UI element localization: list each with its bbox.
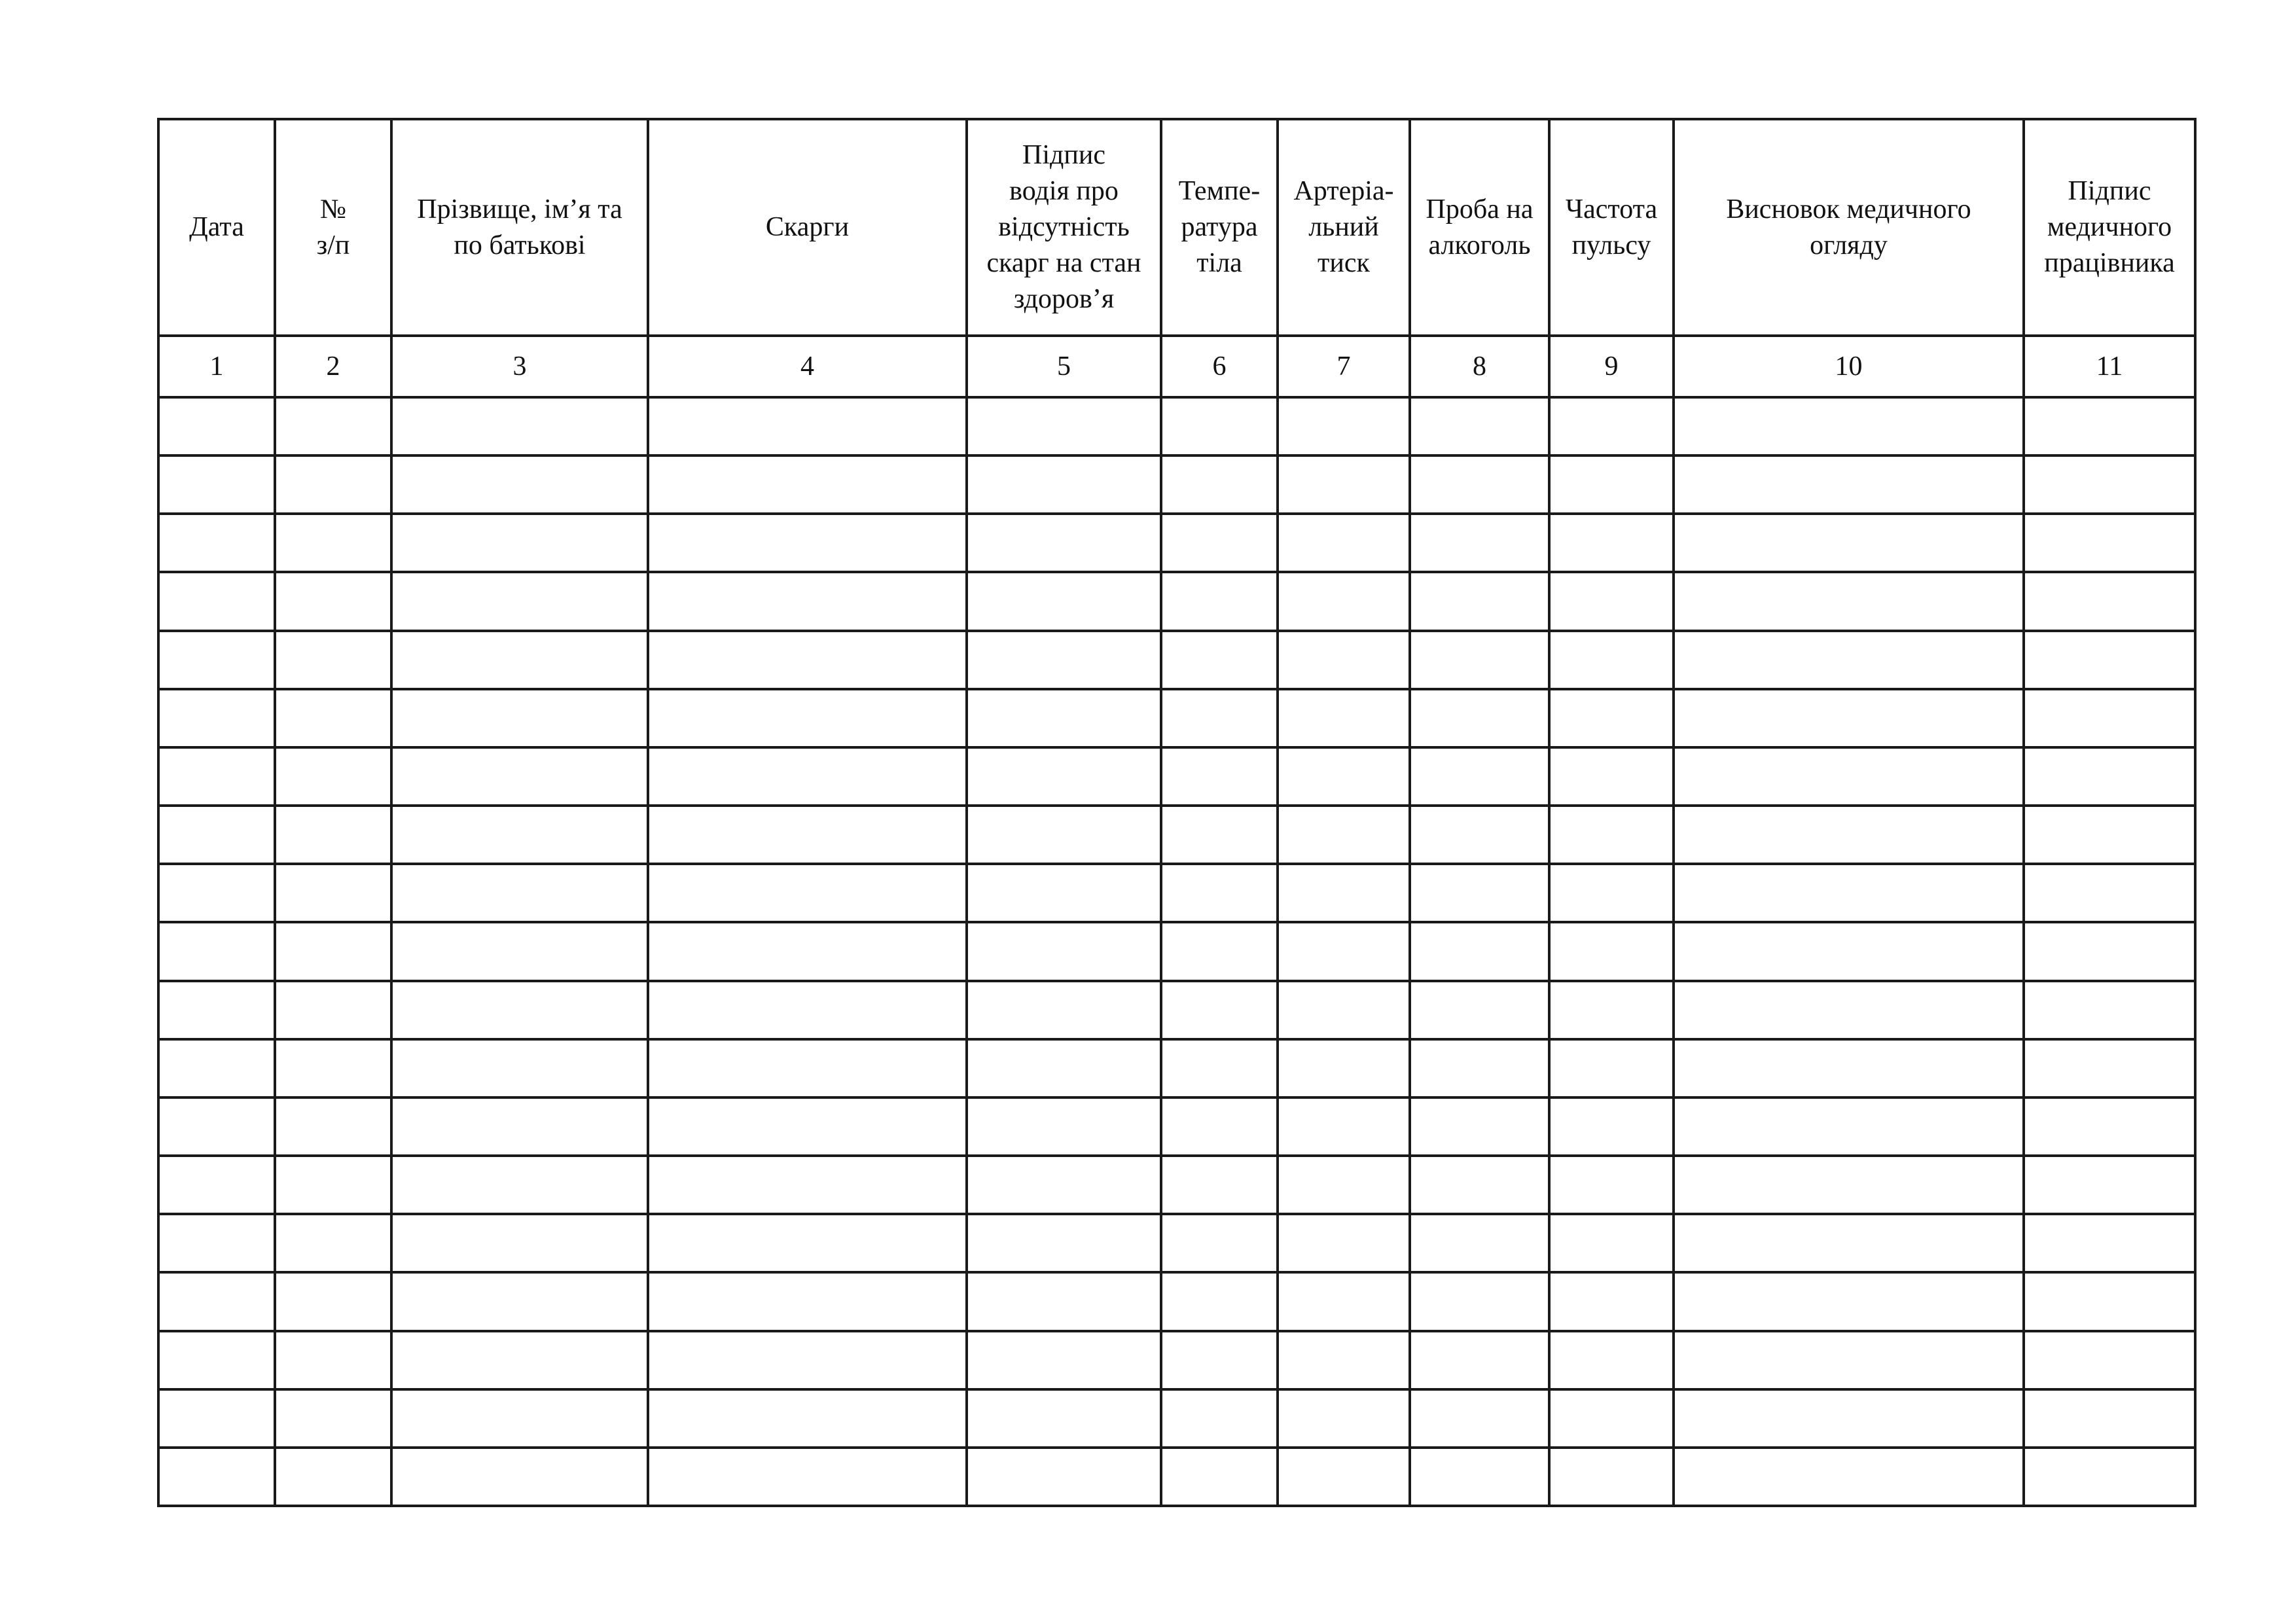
table-cell[interactable]	[158, 1331, 275, 1389]
table-cell[interactable]	[275, 864, 391, 922]
table-row	[158, 1331, 2195, 1389]
table-cell[interactable]	[1278, 1448, 1410, 1506]
table-cell[interactable]	[275, 1039, 391, 1097]
column-number: 9	[1549, 336, 1674, 397]
table-cell[interactable]	[2024, 981, 2195, 1039]
table-cell[interactable]	[1278, 922, 1410, 980]
table-cell[interactable]	[1410, 981, 1549, 1039]
table-cell[interactable]	[967, 1097, 1161, 1156]
table-cell[interactable]	[1674, 1039, 2024, 1097]
table-cell[interactable]	[1674, 1331, 2024, 1389]
table-cell[interactable]	[1410, 1039, 1549, 1097]
table-cell[interactable]	[1674, 806, 2024, 864]
table-cell[interactable]	[967, 1039, 1161, 1097]
column-number-row	[158, 336, 2195, 397]
table-cell[interactable]	[967, 1389, 1161, 1448]
table-cell[interactable]	[967, 1156, 1161, 1214]
table-cell[interactable]	[275, 1156, 391, 1214]
table-cell[interactable]	[1410, 631, 1549, 689]
table-cell[interactable]	[1161, 1214, 1278, 1272]
table-cell[interactable]	[158, 747, 275, 806]
table-cell[interactable]	[391, 1448, 648, 1506]
table-cell[interactable]	[1278, 689, 1410, 747]
table-cell[interactable]	[2024, 397, 2195, 455]
table-cell[interactable]	[2024, 922, 2195, 980]
table-cell[interactable]	[158, 514, 275, 572]
table-cell[interactable]	[1278, 981, 1410, 1039]
table-cell[interactable]	[967, 1448, 1161, 1506]
table-cell[interactable]	[2024, 1389, 2195, 1448]
table-cell[interactable]	[158, 689, 275, 747]
table-cell[interactable]	[2024, 1331, 2195, 1389]
table-cell[interactable]	[1410, 1448, 1549, 1506]
table-cell[interactable]	[1549, 1156, 1674, 1214]
header-alcohol-test: Проба на алкоголь	[1410, 119, 1549, 336]
table-cell[interactable]	[1674, 1272, 2024, 1330]
table-cell[interactable]	[391, 806, 648, 864]
table-cell[interactable]	[1410, 806, 1549, 864]
table-cell[interactable]	[1410, 864, 1549, 922]
table-cell[interactable]	[1410, 514, 1549, 572]
table-cell[interactable]	[1278, 572, 1410, 630]
table-cell[interactable]	[275, 689, 391, 747]
table-row	[158, 1097, 2195, 1156]
table-cell[interactable]	[275, 1097, 391, 1156]
table-cell[interactable]	[391, 455, 648, 514]
table-row	[158, 455, 2195, 514]
table-cell[interactable]	[391, 981, 648, 1039]
table-cell[interactable]	[391, 1097, 648, 1156]
table-cell[interactable]	[1278, 1039, 1410, 1097]
table-cell[interactable]	[1161, 806, 1278, 864]
table-cell[interactable]	[2024, 514, 2195, 572]
table-cell[interactable]	[2024, 1448, 2195, 1506]
table-cell[interactable]	[2024, 572, 2195, 630]
table-cell[interactable]	[275, 455, 391, 514]
table-cell[interactable]	[158, 1272, 275, 1330]
table-cell[interactable]	[1549, 1214, 1674, 1272]
header-number: № з/п	[275, 119, 391, 336]
table-cell[interactable]	[1674, 1156, 2024, 1214]
table-cell[interactable]	[1161, 1039, 1278, 1097]
column-number: 10	[1674, 336, 2024, 397]
table-cell[interactable]	[1278, 1214, 1410, 1272]
table-cell[interactable]	[1674, 864, 2024, 922]
table-cell[interactable]	[2024, 806, 2195, 864]
table-cell[interactable]	[648, 1156, 967, 1214]
table-cell[interactable]	[1161, 1389, 1278, 1448]
table-cell[interactable]	[391, 747, 648, 806]
table-cell[interactable]	[1278, 806, 1410, 864]
table-row	[158, 1039, 2195, 1097]
table-cell[interactable]	[967, 455, 1161, 514]
table-row	[158, 1448, 2195, 1506]
header-date: Дата	[158, 119, 275, 336]
table-cell[interactable]	[1278, 455, 1410, 514]
table-cell[interactable]	[1278, 397, 1410, 455]
table-cell[interactable]	[1161, 922, 1278, 980]
column-number: 5	[967, 336, 1161, 397]
table-cell[interactable]	[1278, 1389, 1410, 1448]
table-cell[interactable]	[1161, 747, 1278, 806]
table-cell[interactable]	[1161, 397, 1278, 455]
header-driver-signature: Підпис водія про відсутність скарг на стан здоров’я	[967, 119, 1161, 336]
table-cell[interactable]	[275, 1448, 391, 1506]
table-cell[interactable]	[967, 397, 1161, 455]
header-complaints: Скарги	[648, 119, 967, 336]
table-row	[158, 922, 2195, 980]
table-cell[interactable]	[275, 806, 391, 864]
table-cell[interactable]	[1410, 1389, 1549, 1448]
column-number: 2	[275, 336, 391, 397]
table-cell[interactable]	[1410, 747, 1549, 806]
table-cell[interactable]	[1549, 1389, 1674, 1448]
table-cell[interactable]	[158, 631, 275, 689]
table-cell[interactable]	[648, 1214, 967, 1272]
table-cell[interactable]	[1161, 864, 1278, 922]
table-cell[interactable]	[648, 689, 967, 747]
table-cell[interactable]	[1674, 631, 2024, 689]
table-cell[interactable]	[1161, 514, 1278, 572]
table-cell[interactable]	[1278, 514, 1410, 572]
table-row	[158, 1272, 2195, 1330]
table-cell[interactable]	[648, 514, 967, 572]
table-cell[interactable]	[648, 455, 967, 514]
column-number: 7	[1278, 336, 1410, 397]
table-cell[interactable]	[1549, 1039, 1674, 1097]
table-cell[interactable]	[1674, 1448, 2024, 1506]
table-cell[interactable]	[1410, 1156, 1549, 1214]
table-cell[interactable]	[1674, 747, 2024, 806]
table-cell[interactable]	[648, 1272, 967, 1330]
table-row	[158, 1389, 2195, 1448]
column-number: 4	[648, 336, 967, 397]
table-cell[interactable]	[1410, 1331, 1549, 1389]
table-cell[interactable]	[648, 397, 967, 455]
table-cell[interactable]	[391, 572, 648, 630]
table-cell[interactable]	[391, 1389, 648, 1448]
table-cell[interactable]	[158, 1389, 275, 1448]
table-cell[interactable]	[1549, 981, 1674, 1039]
table-cell[interactable]	[648, 1448, 967, 1506]
table-cell[interactable]	[391, 1039, 648, 1097]
table-cell[interactable]	[158, 981, 275, 1039]
table-cell[interactable]	[648, 1389, 967, 1448]
table-cell[interactable]	[967, 631, 1161, 689]
table-cell[interactable]	[967, 864, 1161, 922]
table-cell[interactable]	[2024, 747, 2195, 806]
table-cell[interactable]	[967, 747, 1161, 806]
table-row	[158, 689, 2195, 747]
table-cell[interactable]	[158, 1448, 275, 1506]
table-cell[interactable]	[1549, 864, 1674, 922]
table-cell[interactable]	[158, 1039, 275, 1097]
table-row	[158, 572, 2195, 630]
table-cell[interactable]	[1549, 922, 1674, 980]
table-cell[interactable]	[967, 1331, 1161, 1389]
table-cell[interactable]	[275, 1389, 391, 1448]
table-cell[interactable]	[391, 922, 648, 980]
table-cell[interactable]	[1549, 1448, 1674, 1506]
table-cell[interactable]	[391, 631, 648, 689]
header-medic-signature: Підпис медичного працівника	[2024, 119, 2195, 336]
table-cell[interactable]	[391, 1214, 648, 1272]
table-cell[interactable]	[1410, 455, 1549, 514]
table-cell[interactable]	[1410, 572, 1549, 630]
table-cell[interactable]	[648, 1039, 967, 1097]
table-cell[interactable]	[1410, 1272, 1549, 1330]
table-cell[interactable]	[391, 1272, 648, 1330]
table-body	[158, 397, 2195, 1506]
table-cell[interactable]	[1278, 1331, 1410, 1389]
table-cell[interactable]	[1161, 572, 1278, 630]
table-cell[interactable]	[1410, 397, 1549, 455]
table-cell[interactable]	[648, 864, 967, 922]
table-cell[interactable]	[391, 514, 648, 572]
table-cell[interactable]	[2024, 1156, 2195, 1214]
table-cell[interactable]	[158, 397, 275, 455]
table-cell[interactable]	[2024, 1214, 2195, 1272]
header-pulse-rate: Частота пульсу	[1549, 119, 1674, 336]
table-cell[interactable]	[1278, 1097, 1410, 1156]
header-full-name: Прізвище, ім’я та по батькові	[391, 119, 648, 336]
table-cell[interactable]	[648, 631, 967, 689]
table-cell[interactable]	[648, 981, 967, 1039]
table-row	[158, 631, 2195, 689]
table-cell[interactable]	[648, 806, 967, 864]
table-cell[interactable]	[158, 1214, 275, 1272]
table-cell[interactable]	[1161, 1272, 1278, 1330]
table-cell[interactable]	[648, 747, 967, 806]
table-cell[interactable]	[275, 1331, 391, 1389]
table-cell[interactable]	[1674, 689, 2024, 747]
table-cell[interactable]	[1549, 455, 1674, 514]
table-row	[158, 397, 2195, 455]
table-cell[interactable]	[1161, 1156, 1278, 1214]
table-cell[interactable]	[275, 572, 391, 630]
table-cell[interactable]	[275, 747, 391, 806]
table-cell[interactable]	[1549, 1272, 1674, 1330]
table-cell[interactable]	[391, 1331, 648, 1389]
table-cell[interactable]	[1161, 455, 1278, 514]
table-cell[interactable]	[1410, 1097, 1549, 1156]
table-row	[158, 981, 2195, 1039]
table-cell[interactable]	[967, 689, 1161, 747]
column-number: 11	[2024, 336, 2195, 397]
table-cell[interactable]	[1410, 689, 1549, 747]
table-cell[interactable]	[1674, 981, 2024, 1039]
table-cell[interactable]	[2024, 631, 2195, 689]
table-cell[interactable]	[1674, 455, 2024, 514]
table-cell[interactable]	[158, 572, 275, 630]
table-cell[interactable]	[1549, 747, 1674, 806]
table-cell[interactable]	[158, 1097, 275, 1156]
table-cell[interactable]	[967, 981, 1161, 1039]
table-cell[interactable]	[158, 922, 275, 980]
column-number: 1	[158, 336, 275, 397]
table-cell[interactable]	[391, 864, 648, 922]
table-cell[interactable]	[1549, 631, 1674, 689]
table-cell[interactable]	[275, 981, 391, 1039]
table-cell[interactable]	[1161, 631, 1278, 689]
table-cell[interactable]	[1549, 806, 1674, 864]
table-cell[interactable]	[1674, 514, 2024, 572]
table-cell[interactable]	[648, 572, 967, 630]
table-cell[interactable]	[391, 689, 648, 747]
table-cell[interactable]	[1161, 1097, 1278, 1156]
table-cell[interactable]	[275, 631, 391, 689]
table-cell[interactable]	[967, 1214, 1161, 1272]
table-cell[interactable]	[967, 922, 1161, 980]
table-cell[interactable]	[1410, 1214, 1549, 1272]
column-number: 8	[1410, 336, 1549, 397]
table-cell[interactable]	[158, 864, 275, 922]
table-cell[interactable]	[967, 806, 1161, 864]
table-cell[interactable]	[2024, 1097, 2195, 1156]
table-cell[interactable]	[1549, 1097, 1674, 1156]
table-cell[interactable]	[2024, 1039, 2195, 1097]
table-cell[interactable]	[2024, 1272, 2195, 1330]
table-cell[interactable]	[391, 397, 648, 455]
column-number: 6	[1161, 336, 1278, 397]
table-cell[interactable]	[1674, 1214, 2024, 1272]
table-cell[interactable]	[1549, 689, 1674, 747]
table-cell[interactable]	[1278, 631, 1410, 689]
table-cell[interactable]	[275, 922, 391, 980]
table-cell[interactable]	[1674, 397, 2024, 455]
table-cell[interactable]	[158, 455, 275, 514]
table-cell[interactable]	[2024, 689, 2195, 747]
table-cell[interactable]	[1674, 1389, 2024, 1448]
table-cell[interactable]	[1674, 1097, 2024, 1156]
table-cell[interactable]	[1161, 1448, 1278, 1506]
table-cell[interactable]	[275, 397, 391, 455]
table-cell[interactable]	[1674, 922, 2024, 980]
table-cell[interactable]	[1161, 981, 1278, 1039]
medical-exam-log-table	[157, 118, 2197, 1507]
header-exam-conclusion: Висновок медичного огляду	[1674, 119, 2024, 336]
table-row	[158, 864, 2195, 922]
table-cell[interactable]	[1549, 514, 1674, 572]
table-cell[interactable]	[967, 572, 1161, 630]
header-blood-pressure: Артеріа- льний тиск	[1278, 119, 1410, 336]
header-row	[158, 119, 2195, 336]
table-cell[interactable]	[2024, 455, 2195, 514]
table-cell[interactable]	[648, 1097, 967, 1156]
table-cell[interactable]	[967, 514, 1161, 572]
table-row	[158, 747, 2195, 806]
table-cell[interactable]	[1278, 1156, 1410, 1214]
table-cell[interactable]	[1278, 864, 1410, 922]
table-cell[interactable]	[648, 922, 967, 980]
table-cell[interactable]	[158, 806, 275, 864]
table-cell[interactable]	[275, 514, 391, 572]
table-cell[interactable]	[1674, 572, 2024, 630]
column-number: 3	[391, 336, 648, 397]
table-cell[interactable]	[1161, 1331, 1278, 1389]
table-cell[interactable]	[1549, 1331, 1674, 1389]
table-cell[interactable]	[275, 1214, 391, 1272]
table-row	[158, 1156, 2195, 1214]
table-cell[interactable]	[1549, 572, 1674, 630]
table-cell[interactable]	[648, 1331, 967, 1389]
table-cell[interactable]	[391, 1156, 648, 1214]
table-cell[interactable]	[1278, 747, 1410, 806]
table-row	[158, 514, 2195, 572]
table-cell[interactable]	[2024, 864, 2195, 922]
table-cell[interactable]	[275, 1272, 391, 1330]
table-cell[interactable]	[1549, 397, 1674, 455]
table-cell[interactable]	[1410, 922, 1549, 980]
table-row	[158, 1214, 2195, 1272]
header-body-temperature: Темпе- ратура тіла	[1161, 119, 1278, 336]
table-cell[interactable]	[967, 1272, 1161, 1330]
table-cell[interactable]	[1278, 1272, 1410, 1330]
table-row	[158, 806, 2195, 864]
table-cell[interactable]	[1161, 689, 1278, 747]
table-cell[interactable]	[158, 1156, 275, 1214]
